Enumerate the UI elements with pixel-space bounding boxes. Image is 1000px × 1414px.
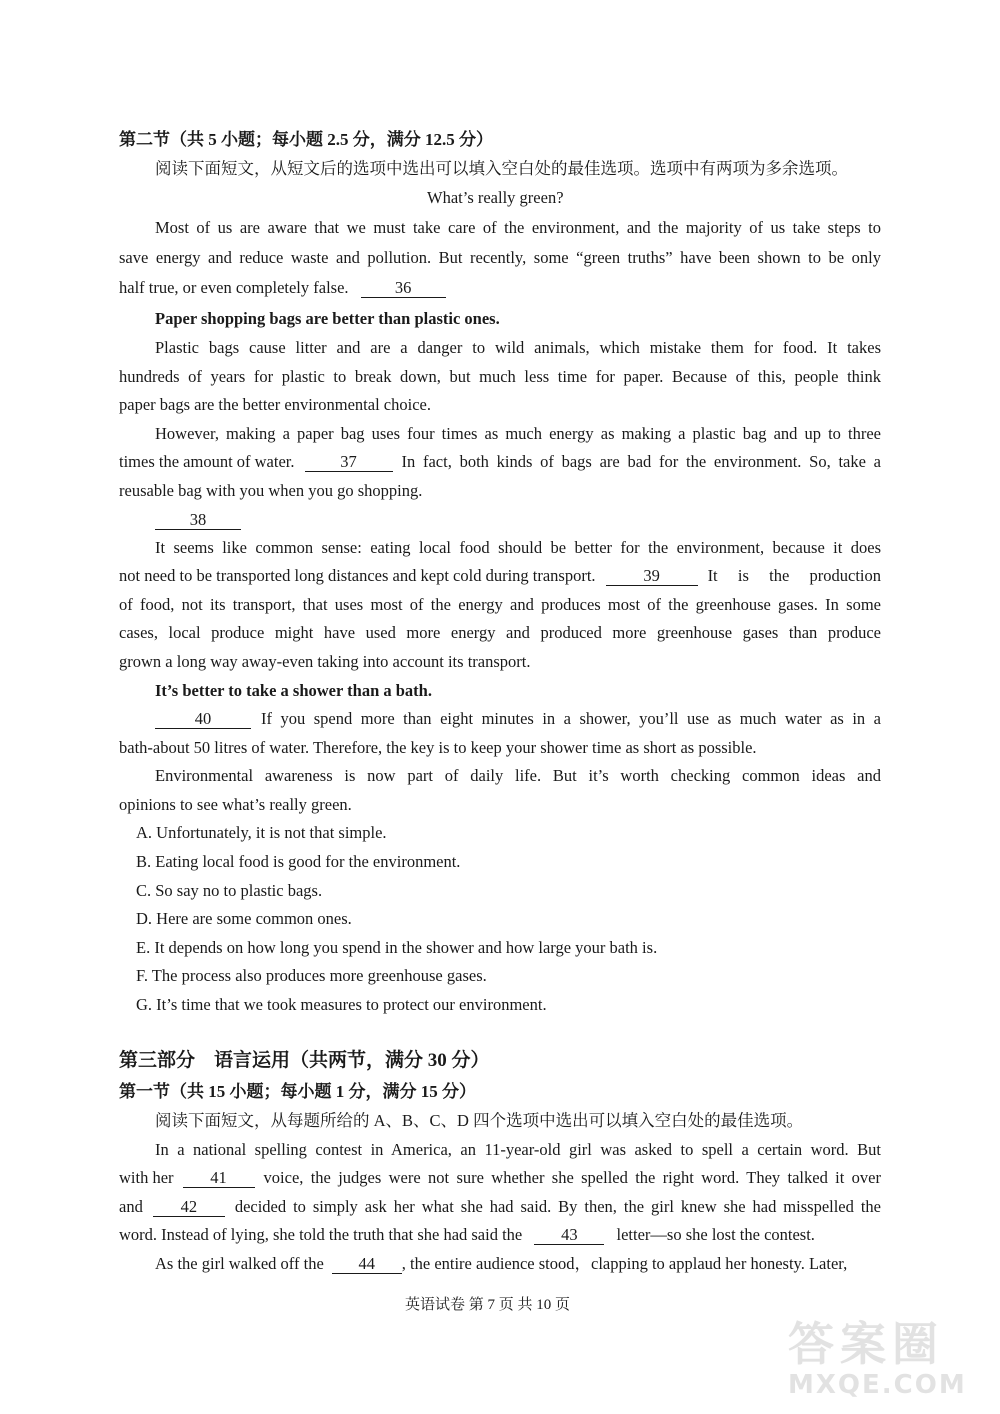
- p3-line3: reusable bag with you when you go shopping.: [119, 481, 423, 500]
- page-footer: 英语试卷 第 7 页 共 10 页: [405, 1297, 571, 1313]
- blank-44: 44: [332, 1255, 402, 1274]
- part3-p1-line4-a: word. Instead of lying, she told the truth that she had said the: [119, 1225, 523, 1244]
- section2-instruction: 阅读下面短文，从短文后的选项中选出可以填入空白处的最佳选项。选项中有两项为多余选项。: [155, 159, 848, 178]
- p6-line1: Environmental awareness is now part of daily life. But it’s worth checking common ideas and: [155, 766, 881, 785]
- p3-line2-a: times the amount of water.: [119, 452, 295, 471]
- subhead-paper-bags: Paper shopping bags are better than plastic ones.: [155, 309, 500, 328]
- p4-line1: It seems like common sense: eating local food should be better for the environment, because it does: [155, 538, 881, 557]
- part3-p1-line1: In a national spelling contest in America, an 11-year-old girl was asked to spell a certain word. But: [155, 1140, 881, 1159]
- watermark-logo: [788, 1318, 978, 1408]
- watermark-bottom-text: MXQE.COM: [788, 1370, 967, 1400]
- part3-p2-line1-a: As the girl walked off the: [155, 1254, 324, 1273]
- option-a: A. Unfortunately, it is not that simple.: [136, 823, 387, 842]
- blank-40: 40: [155, 710, 251, 729]
- blank-37: 37: [305, 453, 393, 472]
- part3-p1-line2-b: voice, the judges were not sure whether she spelled the right word. They talked it over: [263, 1168, 881, 1187]
- p1-line2: save energy and reduce waste and pollution. But recently, some “green truths” have been shown to be only: [119, 248, 881, 267]
- option-e: E. It depends on how long you spend in the shower and how large your bath is.: [136, 938, 658, 957]
- p4-line5: grown a long way away-even taking into account its transport.: [119, 652, 531, 671]
- part3-header: 第三部分 语言运用（共两节，满分 30 分）: [119, 1050, 490, 1071]
- p5-line2: bath-about 50 litres of water. Therefore, the key is to keep your shower time as short as possible.: [119, 738, 757, 757]
- blank-36: 36: [361, 279, 446, 298]
- part3-p1-line4-b: letter—so she lost the contest.: [616, 1225, 815, 1244]
- p4-line2-b: It is the production: [707, 566, 881, 585]
- p4-line4: cases, local produce might have used more energy and produced more greenhouse gases than produce: [119, 623, 881, 642]
- section2-header: 第二节（共 5 小题；每小题 2.5 分，满分 12.5 分）: [119, 130, 493, 149]
- p5-line1-text: If you spend more than eight minutes in a shower, you’ll use as much water as in a: [261, 709, 881, 728]
- option-f: F. The process also produces more greenhouse gases.: [136, 966, 487, 985]
- blank-43: 43: [534, 1226, 604, 1245]
- p3-line2: [119, 451, 881, 473]
- p2-line2: hundreds of years for plastic to break down, but much less time for paper. Because of this, people think: [119, 367, 881, 386]
- part3-subheader: 第一节（共 15 小题；每小题 1 分，满分 15 分）: [119, 1082, 476, 1101]
- p4-line3: of food, not its transport, that uses most of the energy and produces most of the greenhouse gases. In some: [119, 595, 881, 614]
- option-b: B. Eating local food is good for the environment.: [136, 852, 461, 871]
- p5-line1: [155, 708, 881, 730]
- part3-p1-line2-a: with her: [119, 1168, 174, 1187]
- part3-p2-line1-b: , the entire audience stood，clapping to applaud her honesty. Later,: [401, 1254, 848, 1273]
- part3-p1-line3: [119, 1196, 881, 1218]
- passage-title: What’s really green?: [427, 188, 564, 207]
- watermark-top-text: 答案圈: [788, 1317, 944, 1371]
- blank-38: 38: [155, 511, 241, 530]
- p1-line1: Most of us are aware that we must take care of the environment, and the majority of us take steps to: [155, 218, 881, 237]
- p3-line2-b: In fact, both kinds of bags are bad for the environment. So, take a: [401, 452, 881, 471]
- part3-instruction: 阅读下面短文，从每题所给的 A、B、C、D 四个选项中选出可以填入空白处的最佳选项。: [155, 1111, 804, 1130]
- option-g: G. It’s time that we took measures to protect our environment.: [136, 995, 547, 1014]
- part3-p1-line4: [119, 1224, 815, 1246]
- p4-line2: [119, 565, 881, 587]
- part3-p1-line2: [119, 1167, 881, 1189]
- subhead-shower: It’s better to take a shower than a bath.: [155, 681, 432, 700]
- p1-line3-text: half true, or even completely false.: [119, 278, 349, 297]
- blank-42: 42: [153, 1198, 225, 1217]
- blank-41: 41: [183, 1169, 255, 1188]
- p4-line2-a: not need to be transported long distances and kept cold during transport.: [119, 566, 596, 585]
- part3-p2-line1: [155, 1253, 883, 1275]
- part3-p1-line3-b: decided to simply ask her what she had said. By then, the girl knew she had misspelled the: [234, 1197, 881, 1216]
- option-d: D. Here are some common ones.: [136, 909, 352, 928]
- p2-line1: Plastic bags cause litter and are a danger to wild animals, which mistake them for food. It takes: [155, 338, 881, 357]
- p3-line1: However, making a paper bag uses four times as much energy as making a plastic bag and up to three: [155, 424, 881, 443]
- p1-line3: [119, 277, 446, 299]
- blank-38-line: [155, 509, 241, 531]
- p2-line3: paper bags are the better environmental choice.: [119, 395, 431, 414]
- option-c: C. So say no to plastic bags.: [136, 881, 323, 900]
- p6-line2: opinions to see what’s really green.: [119, 795, 352, 814]
- part3-p1-line3-a: and: [119, 1197, 143, 1216]
- blank-39: 39: [606, 567, 698, 586]
